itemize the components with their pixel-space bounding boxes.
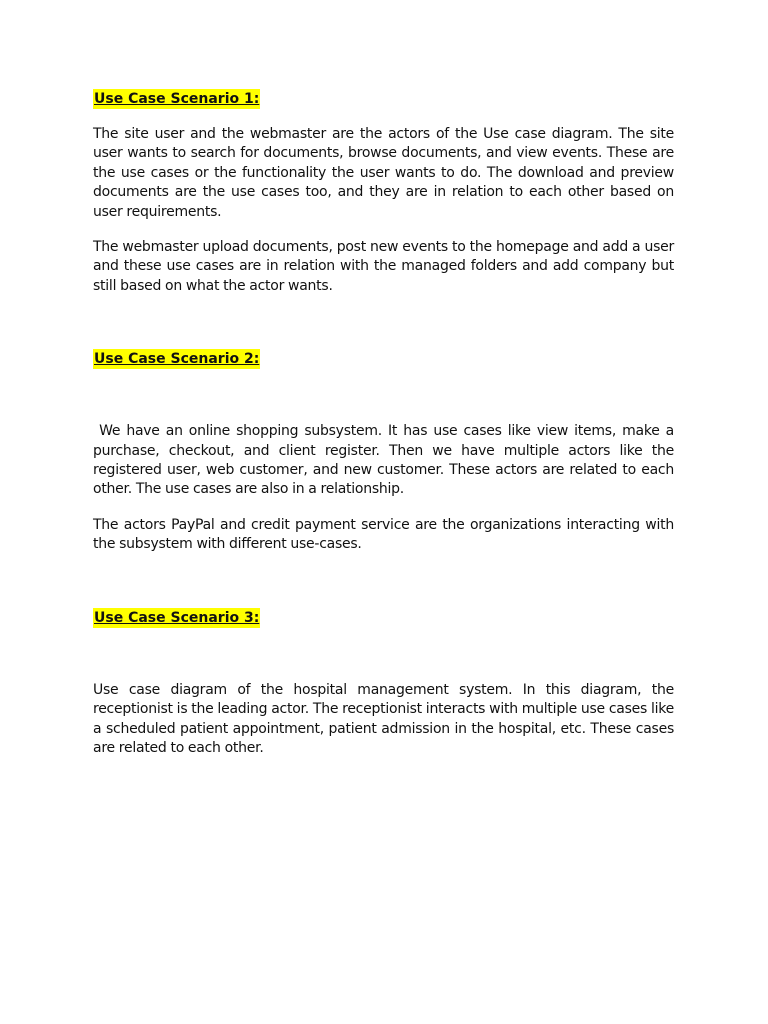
- section-2-paragraph-2: The actors PayPal and credit payment service are the organizations interacting with the subsystem with different use-cases.: [93, 516, 674, 553]
- document-page: [93, 86, 678, 758]
- section-3-heading: Use Case Scenario 3:: [94, 609, 260, 626]
- section-1-paragraph-2: The webmaster upload documents, post new events to the homepage and add a user and these use cases are in relation with the managed folders and add company but still based on what the actor wants.: [93, 239, 674, 294]
- section-2-paragraph-1: We have an online shopping subsystem. It has use cases like view items, make a purchase, checkout, and client register. Then we have multiple actors like the registered user, web customer, and new customer. These actors are related to each other. The use cases are also in a relationship.: [93, 423, 678, 498]
- section-1-paragraph-1: The site user and the webmaster are the actors of the Use case diagram. The site user wants to search for documents, browse documents, and view events. These are the use cases or the functionality the user wants to do. The download and preview documents are the use cases too, and they are in relation to each other based on user requirements.: [93, 126, 674, 220]
- section-3-paragraph-1: Use case diagram of the hospital management system. In this diagram, the receptionist is the leading actor. The receptionist interacts with multiple use cases like a scheduled patient appointment, patient admission in the hospital, etc. These cases are related to each other.: [93, 681, 674, 756]
- section-3: [93, 607, 674, 628]
- section-2: [93, 348, 674, 369]
- section-1-heading: Use Case Scenario 1:: [94, 91, 260, 107]
- section-2-heading: Use Case Scenario 2:: [94, 351, 260, 368]
- section-1: [93, 88, 674, 109]
